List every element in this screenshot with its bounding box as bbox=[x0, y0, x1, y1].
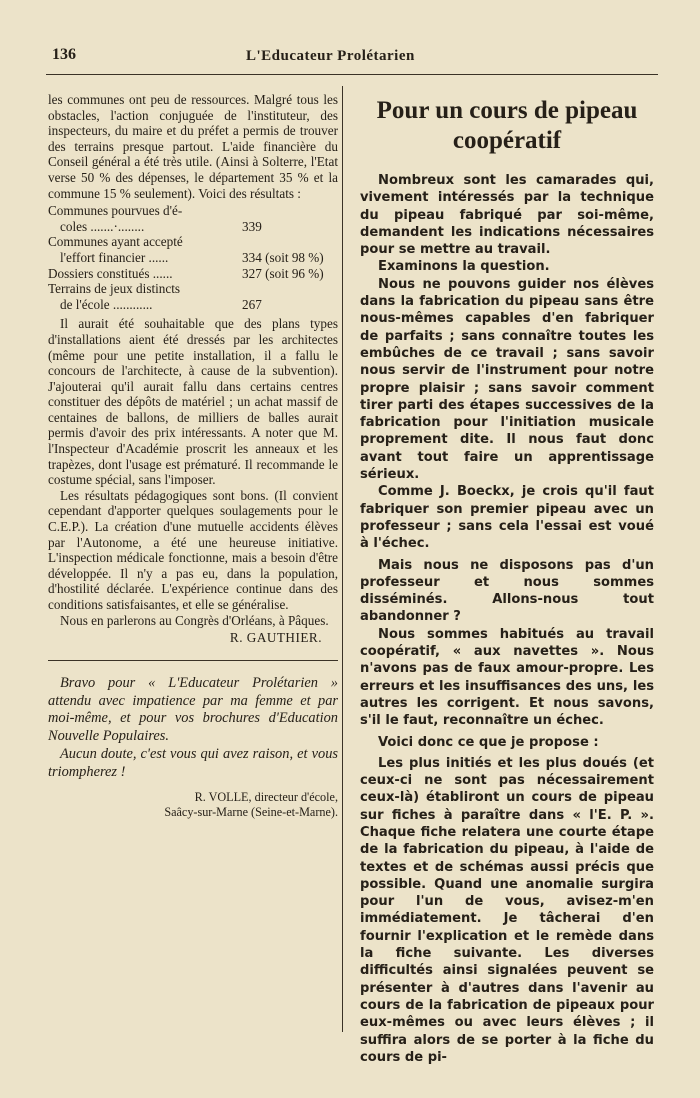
paragraph: Voici donc ce que je propose : bbox=[378, 734, 599, 750]
page-header bbox=[46, 44, 658, 75]
paragraph: Les plus initiés et les plus doués (et ceux-ci ne sont pas nécessairement ceux-là) établiront un cours de pipeau sur fiches à paraître dans « l'E. P. ». Chaque fiche relatera une courte étape de la fabrication du pipeau, à l'aide de textes et de schémas aussi précis que possible. Quand une anomalie surgira pour l'un de vous, avisez-m'en immédiatement. Je tâcherai d'en fournir l'explication et le remède dans la fiche suivante. Les diverses difficultés ainsi signalées peuvent se présenter à d'autres dans l'avenir au cours de la fabrication de pipeaux pour eux-mêmes ou avec leurs élèves ; il suffira alors de se porter à la fiche du cours de pi- bbox=[360, 755, 654, 1065]
author-signature: R. GAUTHIER. bbox=[229, 630, 322, 646]
paragraph: Il aurait été souhaitable que des plans types d'installations aient été dressés par les architectes (même pour une petite installation, il a fallu le concours de l'architecte, à cause de la subvention). J'ajouterai qu'il aurait fallu dans certains centres constituer des dépôts de matériel ; un achat massif de centaines de ballons, de milliers de balles aurait permis d'avoir des prix intéressants. A noter que M. l'Inspecteur d'Académie proscrit les anneaux et les trapèzes, dont l'usage est prématuré. Il recommande le costume spécial, sans l'imposer. bbox=[48, 316, 338, 488]
paragraph: Nous en parlerons au Congrès d'Orléans, à Pâques. bbox=[60, 612, 329, 628]
results-row: Communes pourvues d'é- bbox=[48, 203, 183, 219]
section-divider bbox=[48, 660, 338, 661]
results-row: Terrains de jeux distincts bbox=[48, 281, 181, 297]
column-divider bbox=[342, 86, 343, 1032]
results-value: 334 (soit 98 %) bbox=[242, 249, 324, 265]
results-row: Communes ayant accepté bbox=[48, 234, 183, 250]
paragraph: Comme J. Boeckx, je crois qu'il faut fabriquer son premier pipeau avec un professeur ; sans cela l'essai est voué à l'échec. bbox=[360, 484, 654, 552]
paragraph: Examinons la question. bbox=[378, 259, 550, 275]
page-number: 136 bbox=[52, 46, 76, 63]
paragraph: Nous sommes habitués au travail coopératif, « aux navettes ». Nous n'avons pas de faux amour-propre. Les erreurs et les insuffisances des uns, les autres les corrigent. Et nous savons, s'il le faut, reconnaître un échec. bbox=[360, 626, 654, 729]
results-row: Dossiers constitués ...... 327 (soit 96 %) bbox=[48, 266, 338, 282]
results-row: de l'école ............ 267 bbox=[48, 297, 338, 313]
results-row: l'effort financier ...... 334 (soit 98 %) bbox=[48, 250, 338, 266]
letter-signature: R. VOLLE, directeur d'école, Saâcy-sur-Marne (Seine-et-Marne). bbox=[164, 789, 338, 819]
letter-paragraph: Aucun doute, c'est vous qui avez raison, et vous triompherez ! bbox=[48, 745, 338, 780]
results-value: 267 bbox=[242, 296, 262, 312]
letter-paragraph: Bravo pour « L'Educateur Prolétarien » attendu avec impatience par ma femme et par moi-même, et pour vos brochures d'Education Nouvelle Populaires. bbox=[48, 674, 338, 745]
paragraph: les communes ont peu de ressources. Malgré tous les obstacles, l'action conjuguée de l'instituteur, des inspecteurs, du maire et du préfet a permis de trouver des terrains presque partout. L'aide financière du Conseil général a été très utile. (Ainsi à Solterre, l'Etat verse 50 % des dépenses, le département 35 % et la commune 15 % seulement). Voici des résultats : bbox=[48, 92, 338, 201]
article-title: Pour un cours de pipeau coopératif bbox=[376, 97, 638, 154]
left-column bbox=[48, 92, 338, 820]
right-column bbox=[360, 96, 654, 1066]
paragraph: Les résultats pédagogiques sont bons. (Il convient cependant d'apporter quelques soulagements pour le C.E.P.). La création d'une mutuelle accidents élèves par l'Autonome, a été une heureuse initiative. L'inspection médicale fonctionne, mais a besoin d'être développée. Il n'y a pas eu, dans la population, d'hostilité déclarée. L'expérience continue dans des conditions satisfaisantes, et elle se généralise. bbox=[48, 487, 338, 612]
paragraph: Nous ne pouvons guider nos élèves dans la fabrication du pipeau sans être nous-mêmes capables d'en fabriquer de parfaits ; sans connaître toutes les embûches de ce travail ; sans savoir nous servir de l'instrument pour notre propre plaisir ; sans savoir comment tirer parti des étapes successives de la fabrication pour l'initiation musicale proprement dite. Il nous faut donc avant tout faire un apprentissage sérieux. bbox=[360, 276, 654, 483]
results-value: 327 (soit 96 %) bbox=[242, 265, 324, 281]
results-value: 339 bbox=[242, 218, 262, 234]
paragraph: Nombreux sont les camarades qui, vivement intéressés par la technique du pipeau fabriqué par soi-même, demandent les indications nécessaires pour se mettre au travail. bbox=[360, 173, 654, 258]
paragraph: Mais nous ne disposons pas d'un professeur et nous sommes disséminés. Allons-nous tout abandonner ? bbox=[360, 557, 654, 625]
journal-title: L'Educateur Prolétarien bbox=[246, 48, 415, 64]
results-row: coles .......·........ 339 bbox=[48, 219, 338, 235]
reader-letter bbox=[48, 675, 338, 782]
results-table bbox=[48, 203, 338, 312]
